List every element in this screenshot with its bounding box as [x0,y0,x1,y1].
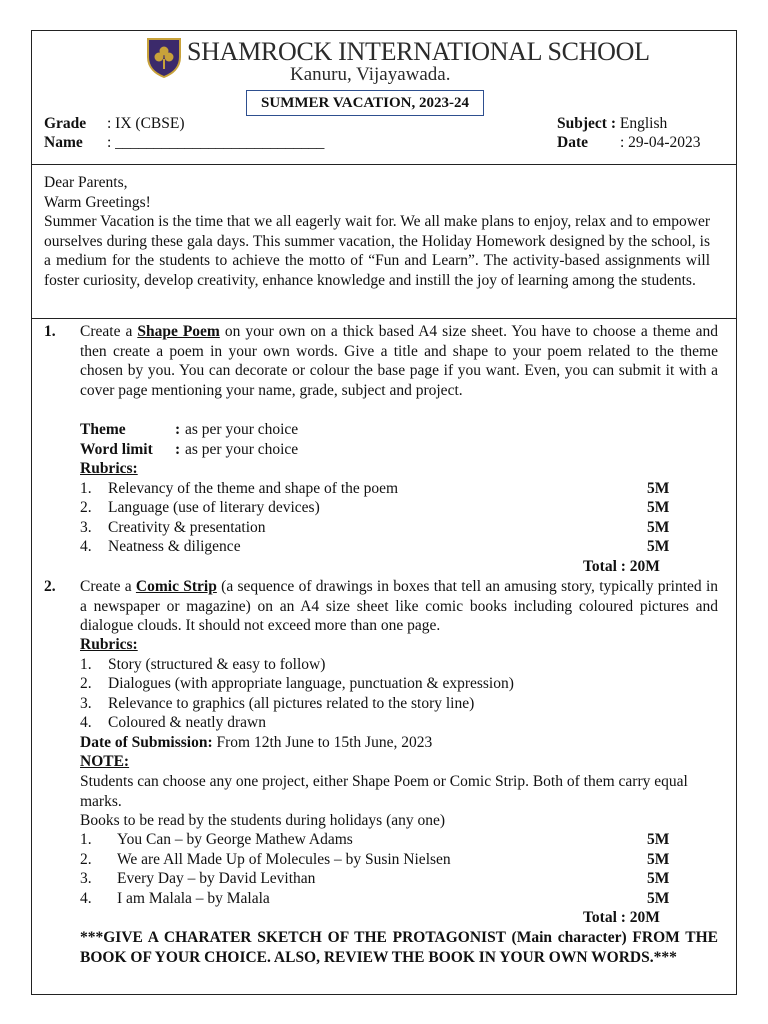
book-mark: 5M [647,870,670,887]
word-limit-label: Word limit [80,441,153,458]
school-location: Kanuru, Vijayawada. [290,64,451,85]
task1-description [80,322,718,400]
books-intro: Books to be read by the students during holidays (any one) [80,812,446,829]
task2-description [80,577,718,636]
final-instruction: ***GIVE A CHARATER SKETCH OF THE PROTAGONIST (Main character) FROM THE BOOK OF YOUR CHOICE. ALSO, REVIEW THE BOOK IN YOUR OWN WORDS.*** [80,929,718,966]
task1-text: on your own on a thick based A4 size sheet. You have to choose a theme and then create a poem in your own words. Give a title and shape to your poem related to the theme chosen by you. You can decorate or colour the base page if you want. Even, you can submit it with a cover page mentioning your name, grade, subject and project. [80,323,719,399]
name-field: : ___________________________ [107,134,325,151]
theme-colon: : [175,421,181,438]
task1-rubric-mark: 5M [647,538,670,555]
date-label: Date [557,134,588,151]
task2-text: (a sequence of drawings in boxes that tell an amusing story, typically printed in a newspaper or magazine) on an A4 size sheet like comic books including coloured pictures and dialogue clouds. It should not exceed more than one page. [80,578,719,635]
school-name: SHAMROCK INTERNATIONAL SCHOOL [187,37,650,66]
subject-label: Subject : [557,115,616,132]
grade-label: Grade [44,115,87,132]
divider-header [31,164,737,165]
task1-rubric-mark: 5M [647,499,670,516]
intro-paragraph: Summer Vacation is the time that we all eagerly wait for. We all make plans to enjoy, relax and to empower ourselves during these gala days. This summer vacation, the Holiday Homework designed by the school, is a medium for the students to achieve the motto of “Fun and Learn”. The activity-based assignments will foster curiosity, develop creativity, enhance knowledge and instill the joy of learning among the students. [44,213,710,289]
word-limit-value: as per your choice [185,441,299,458]
theme-label: Theme [80,421,126,438]
book-mark: 5M [647,890,670,907]
book-mark: 5M [647,851,670,868]
grade-value: : IX (CBSE) [107,115,185,132]
school-crest-icon [146,37,182,78]
note-text: Students can choose any one project, either Shape Poem or Comic Strip. Both of them carry equal marks. [80,773,688,810]
divider-intro [31,318,737,319]
task1-lead: Create a [80,323,133,340]
task2-rubrics-label: Rubrics: [80,636,138,653]
task1-rubric-mark: 5M [647,480,670,497]
task2-title: Comic Strip [135,578,217,595]
word-limit-colon: : [175,441,181,458]
task1-rubric-mark: 5M [647,519,670,536]
greeting-warm: Warm Greetings! [44,194,151,211]
task1-title: Shape Poem [137,323,220,340]
date-value: : 29-04-2023 [620,134,701,151]
task1-total: Total : 20M [583,558,660,575]
subject-value: English [619,115,668,132]
submission-date: Date of Submission: From 12th June to 15th June, 2023 [80,734,433,751]
note-label: NOTE: [80,753,130,770]
name-label: Name [44,134,83,151]
task2-number: 2. [44,578,56,595]
task2-lead: Create a [80,578,132,595]
task2-total: Total : 20M [583,909,660,926]
task1-rubrics-label: Rubrics: [80,460,138,477]
greeting-dear: Dear Parents, [44,174,128,191]
task1-number: 1. [44,323,56,340]
book-mark: 5M [647,831,670,848]
theme-value: as per your choice [185,421,299,438]
page-title: SUMMER VACATION, 2023-24 [246,90,484,116]
